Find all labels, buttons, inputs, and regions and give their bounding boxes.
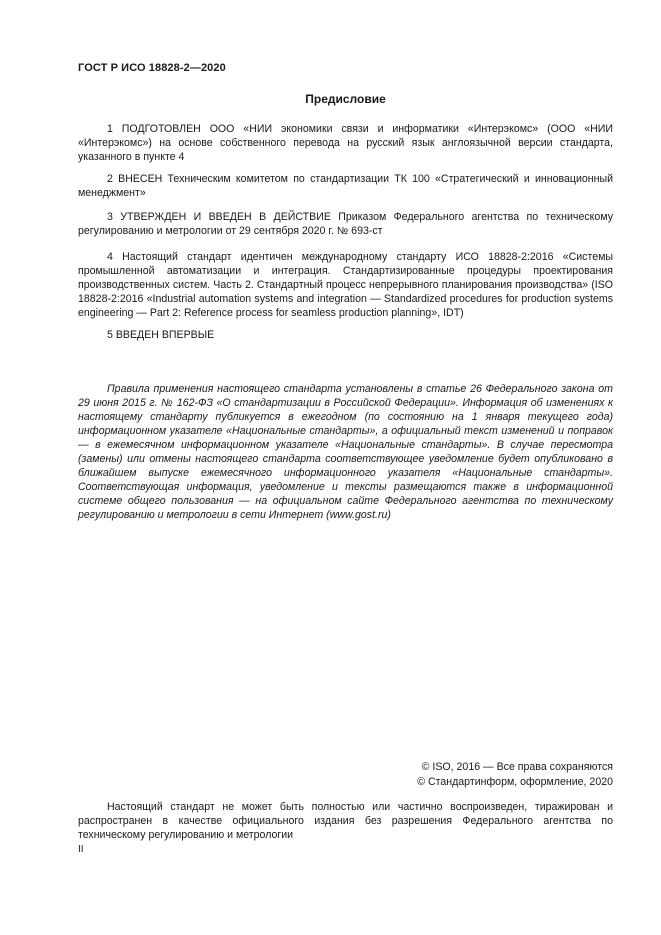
- foreword-item-2: 2 ВНЕСЕН Техническим комитетом по стандартизации ТК 100 «Стратегический и инновационный менеджмент»: [78, 173, 613, 199]
- section-title: Предисловие: [305, 92, 386, 106]
- reproduction-notice: Настоящий стандарт не может быть полностью или частично воспроизведен, тиражирован и распространен в качестве официального издания без разрешения Федерального агентства по техническому регулированию и метрологии: [78, 801, 613, 841]
- foreword-item-3: 3 УТВЕРЖДЕН И ВВЕДЕН В ДЕЙСТВИЕ Приказом Федерального агентства по техническому регулированию и метрологии от 29 сентября 2020 г. № 693-ст: [78, 211, 613, 237]
- page-number: II: [78, 844, 84, 855]
- copyright-iso: © ISO, 2016 — Все права сохраняются: [421, 761, 613, 773]
- foreword-item-1: 1 ПОДГОТОВЛЕН ООО «НИИ экономики связи и информатики «Интерэкомс» (ООО «НИИ «Интерэкомс») на основе собственного перевода на русский язык англоязычной версии стандарта, указанного в пункте 4: [78, 123, 613, 163]
- document-code-header: ГОСТ Р ИСО 18828-2—2020: [78, 62, 226, 74]
- foreword-item-4: 4 Настоящий стандарт идентичен международному стандарту ИСО 18828-2:2016 «Системы промышленной автоматизации и интеграция. Стандартизированные процедуры проектирования производственных систем. Часть 2. Стандартный процесс непрерывного планирования производства» (ISO 18828-2:2016 «Industrial automation systems and integration — Standardized procedures for production systems engineering — Part 2: Reference process for seamless production planning», IDT): [78, 251, 613, 319]
- copyright-standartinform: © Стандартинформ, оформление, 2020: [417, 776, 613, 788]
- application-rules-notice: Правила применения настоящего стандарта установлены в статье 26 Федерального закона от 29 июня 2015 г. № 162-ФЗ «О стандартизации в Российской Федерации». Информация об изменениях к настоящему стандарту публикуется в ежегодном (по состоянию на 1 января текущего года) информационном указателе «Национальные стандарты», а официальный текст изменений и поправок — в ежемесячном информационном указателе «Национальные стандарты». В случае пересмотра (замены) или отмены настоящего стандарта соответствующее уведомление будет опубликовано в ближайшем выпуске ежемесячного информационного указателя «Национальные стандарты». Соответствующая информация, уведомление и тексты размещаются также в информационной системе общего пользования — на официальном сайте Федерального агентства по техническому регулированию и метрологии в сети Интернет (www.gost.ru): [78, 383, 613, 521]
- foreword-item-5: 5 ВВЕДЕН ВПЕРВЫЕ: [107, 329, 215, 341]
- copyright-block: [417, 760, 613, 790]
